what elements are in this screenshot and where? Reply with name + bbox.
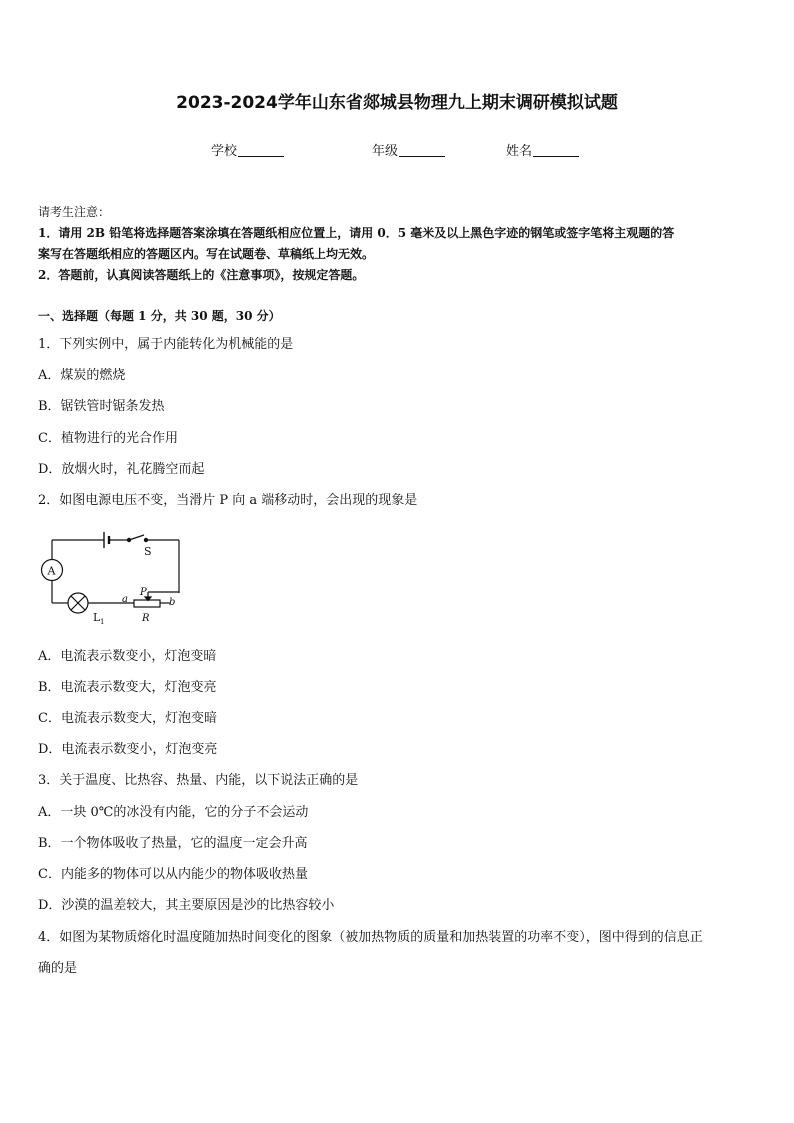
slider-label: P — [140, 587, 147, 598]
question-1-option-a: A．煤炭的燃烧 — [38, 368, 126, 383]
circuit-diagram — [36, 526, 196, 630]
switch-lever — [129, 535, 144, 540]
question-3-option-a: A．一块 0℃的冰没有内能，它的分子不会运动 — [38, 805, 309, 820]
name-label: 姓名 — [506, 144, 533, 159]
question-2-option-c: C．电流表示数变大，灯泡变暗 — [38, 711, 217, 726]
lamp-subscript: 1 — [100, 618, 105, 626]
question-3-option-b: B．一个物体吸收了热量，它的温度一定会升高 — [38, 836, 308, 851]
question-4-stem-line-2: 确的是 — [38, 961, 78, 976]
resistor-body — [134, 600, 160, 607]
question-1-option-c: C．植物进行的光合作用 — [38, 431, 178, 446]
question-3-option-c: C．内能多的物体可以从内能少的物体吸收热量 — [38, 867, 308, 882]
grade-field — [372, 140, 445, 159]
switch-label: S — [144, 545, 152, 558]
question-1-stem: 1．下列实例中，属于内能转化为机械能的是 — [38, 337, 294, 352]
question-2-option-d: D．电流表示数变小，灯泡变亮 — [38, 742, 218, 757]
question-1-option-d: D．放烟火时，礼花腾空而起 — [38, 462, 205, 477]
name-blank[interactable] — [533, 144, 579, 157]
end-a-label: a — [122, 594, 128, 605]
exam-title: 2023-2024学年山东省郯城县物理九上期末调研模拟试题 — [176, 93, 618, 113]
school-label: 学校 — [211, 144, 238, 159]
section-heading: 一、选择题（每题 1 分，共 30 题，30 分） — [38, 309, 281, 323]
question-3-stem: 3．关于温度、比热容、热量、内能，以下说法正确的是 — [38, 773, 359, 788]
end-b-label: b — [169, 597, 176, 608]
resistor-label: R — [142, 613, 150, 624]
question-3-option-d: D．沙漠的温差较大，其主要原因是沙的比热容较小 — [38, 898, 335, 913]
notice-item-2: 2．答题前，认真阅读答题纸上的《注意事项》，按规定答题。 — [38, 268, 365, 282]
notice-item-1-line-2: 案写在答题纸相应的答题区内。写在试题卷、草稿纸上均无效。 — [38, 247, 375, 261]
name-field — [506, 140, 579, 159]
question-2-option-b: B．电流表示数变大，灯泡变亮 — [38, 680, 217, 695]
grade-label: 年级 — [372, 144, 399, 159]
notice-heading: 请考生注意： — [38, 205, 111, 219]
ammeter-label: A — [47, 564, 56, 578]
question-2-stem: 2．如图电源电压不变，当滑片 P 向 a 端移动时，会出现的现象是 — [38, 493, 418, 508]
question-2-option-a: A．电流表示数变小，灯泡变暗 — [38, 649, 217, 664]
grade-blank[interactable] — [399, 144, 445, 157]
lamp-label: L — [93, 611, 101, 624]
school-blank[interactable] — [238, 144, 284, 157]
question-1-option-b: B．锯铁管时锯条发热 — [38, 399, 165, 414]
school-field — [211, 140, 284, 159]
question-4-stem-line-1: 4．如图为某物质熔化时温度随加热时间变化的图象（被加热物质的质量和加热装置的功率不变），图中得到的信息正 — [38, 930, 703, 945]
notice-item-1-line-1: 1．请用 2B 铅笔将选择题答案涂填在答题纸相应位置上，请用 0．5 毫米及以上黑色字迹的钢笔或签字笔将主观题的答 — [38, 226, 675, 240]
